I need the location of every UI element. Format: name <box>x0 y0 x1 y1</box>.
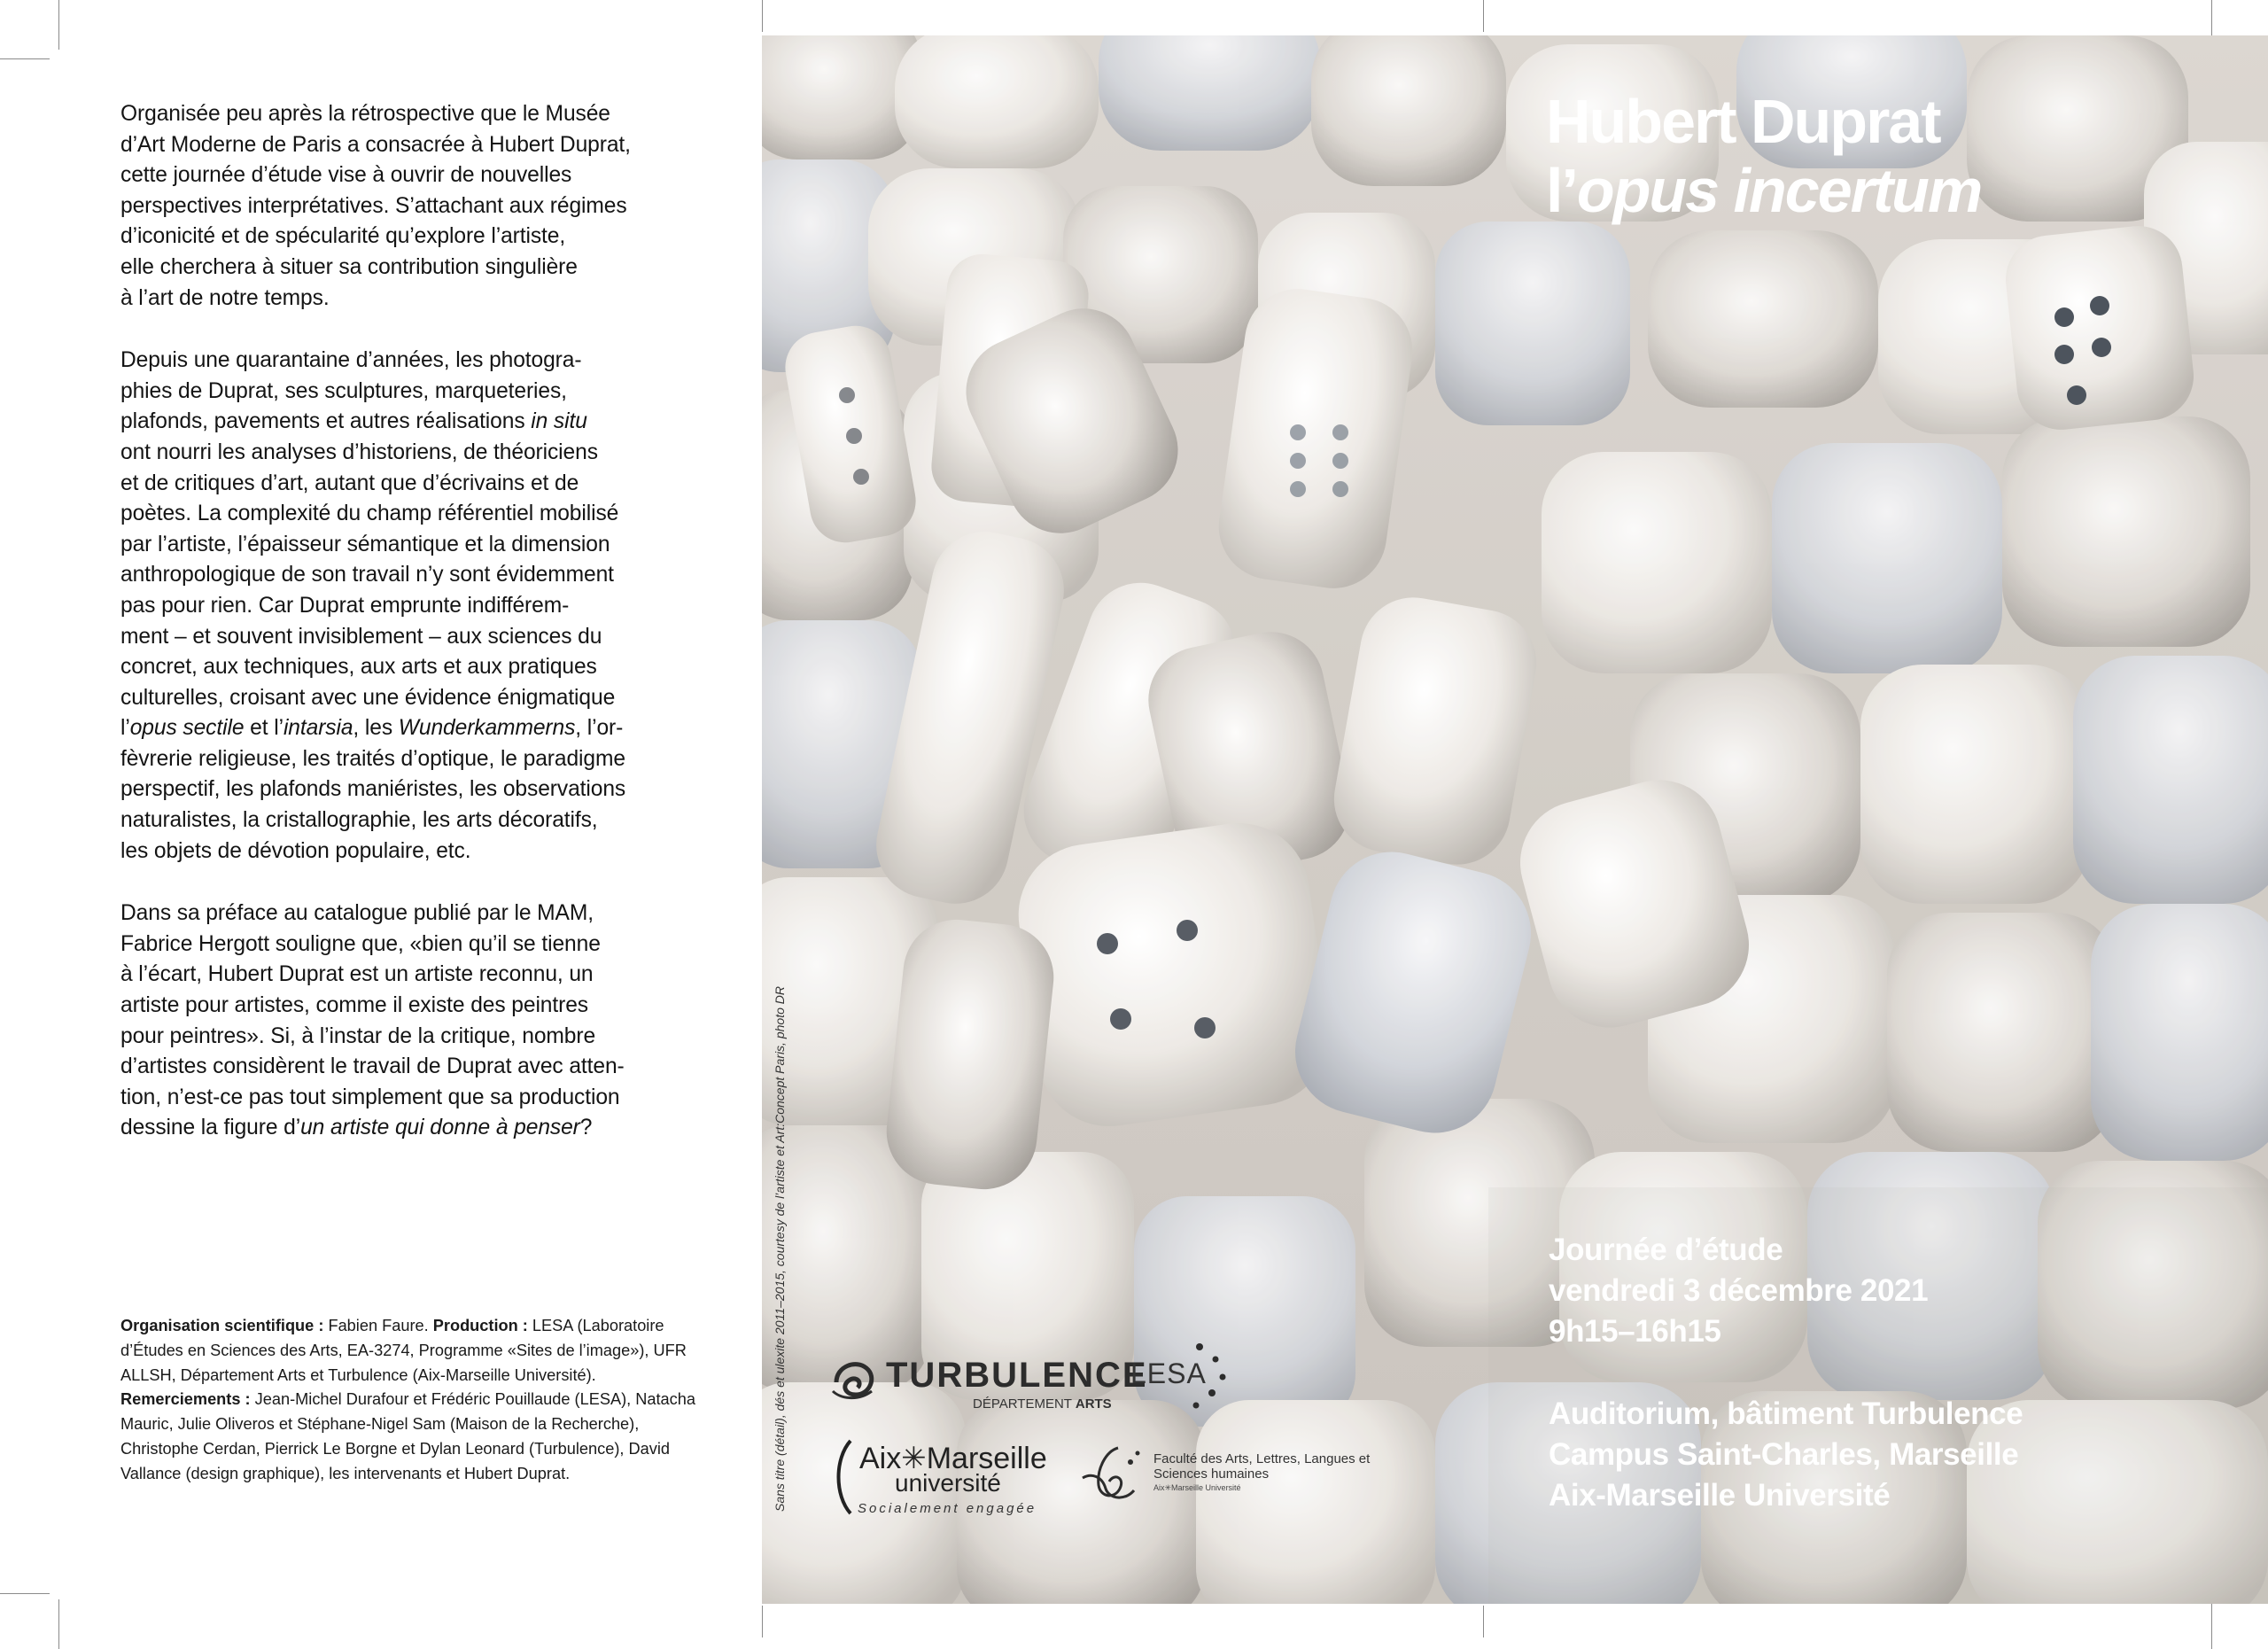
amu-tagline: Socialement engagée <box>858 1501 1037 1516</box>
crop-mark <box>0 58 50 59</box>
crop-mark <box>0 1593 50 1594</box>
intro-paragraph-3: Dans sa préface au catalogue publié par le MAM, Fabrice Hergott souligne que, «bien qu’il se tienne à l’écart, Hubert Duprat est un artiste reconnu, un artiste pour artistes, comme il existe des peintres pour peintres». Si, à l’instar de la critique, nombre d’artistes considèrent le travail de Duprat avec atten- tion, n’est-ce pas tout simplement que sa production dessine la figure d’un artiste qui donne à penser? <box>120 901 625 1140</box>
crop-mark <box>762 0 763 32</box>
lesa-dots-icon <box>1173 1338 1235 1418</box>
event-location <box>1549 1394 2023 1516</box>
amu-wordmark-line2: université <box>895 1469 1001 1497</box>
event-datetime <box>1549 1230 1928 1352</box>
amu-wordmark-line1: Aix✳Marseille <box>859 1442 1047 1475</box>
turbulence-swirl-icon <box>831 1356 882 1402</box>
title-block <box>1546 87 1981 225</box>
crop-mark <box>58 1599 59 1649</box>
photo-caption: Sans titre (détail), dés et ulexite 2011–2015, courtesy de l’artiste et Art:Concept Paris, photo DR <box>773 986 787 1512</box>
credits: Organisation scientifique : Fabien Faure. Production : LESA (Laboratoire d’Études en Sciences des Arts, EA-3274, Programme «Sites de l’image»), UFR ALLSH, Département Arts et Turbulence (Aix-Marseille Université). Remerciements : Jean-Michel Durafour et Frédéric Pouillaude (LESA), Natacha Mauric, Julie Oliveros et Stéphane-Nigel Sam (Maison de la Recherche), Christophe Cerdan, Pierrick Le Borgne et Dylan Leonard (Turbulence), David Vallance (design graphique), les intervenants et Hubert Duprat. <box>120 1317 695 1482</box>
event-venue: Auditorium, bâtiment Turbulence <box>1549 1396 2023 1431</box>
faculty-subtitle: Aix✳Marseille Université <box>1153 1483 1241 1492</box>
intro-paragraph-1: Organisée peu après la rétrospective que le Musée d’Art Moderne de Paris a consacrée à Hubert Duprat, cette journée d’étude vise à ouvrir de nouvelles perspectives interprétatives. S’attachant aux régimes d’iconicité et de spécularité qu’explore l’artiste, elle cherchera à situer sa contribution singulière à l’art de notre temps. <box>120 102 631 310</box>
event-type: Journée d’étude <box>1549 1233 1783 1267</box>
crop-mark <box>1483 0 1484 32</box>
faculty-name: Faculté des Arts, Lettres, Langues et Sciences humaines <box>1153 1451 1371 1482</box>
title-artist: Hubert Duprat <box>1546 87 1940 156</box>
turbulence-subtitle: DÉPARTEMENT ARTS <box>973 1396 1112 1412</box>
intro-paragraph-2: Depuis une quarantaine d’années, les photogra- phies de Duprat, ses sculptures, marqueteries, plafonds, pavements et autres réalisations in situ ont nourri les analyses d’historiens, de théoriciens et de critiques d’art, autant que d’écrivains et de poètes. La complexité du champ référentiel mobilisé par l’artiste, l’épaisseur sémantique et la dimension anthropologique de son travail n’y sont évidemment pas pour rien. Car Duprat emprunte indifférem- ment – et souvent invisiblement – aux sciences du concret, aux techniques, aux arts et aux pratiques culturelles, croisant avec une évidence énigmatique l’opus sectile et l’intarsia, les Wunderkammerns, l’or- fèvrerie religieuse, les traités d’optique, le paradigme perspectif, les plafonds maniéristes, les observations naturalistes, la cristallographie, les arts décoratifs, les objets de dévotion populaire, etc. <box>120 348 626 863</box>
crop-mark <box>1483 1606 1484 1637</box>
event-institution: Aix-Marseille Université <box>1549 1478 1891 1513</box>
turbulence-wordmark: TURBULENCE <box>886 1356 1148 1395</box>
amu-bracket-icon <box>829 1437 856 1517</box>
event-time: 9h15–16h15 <box>1549 1314 1721 1349</box>
crop-mark <box>2211 1599 2212 1649</box>
crop-mark <box>762 1606 763 1637</box>
lesa-wordmark: LESA <box>1130 1357 1207 1389</box>
event-campus: Campus Saint-Charles, Marseille <box>1549 1437 2019 1472</box>
left-panel <box>120 99 723 1176</box>
crop-mark <box>58 0 59 50</box>
title-subtitle: l’opus incertum <box>1546 156 1982 225</box>
faculty-emblem-icon <box>1079 1443 1150 1505</box>
event-date: vendredi 3 décembre 2021 <box>1549 1273 1929 1308</box>
